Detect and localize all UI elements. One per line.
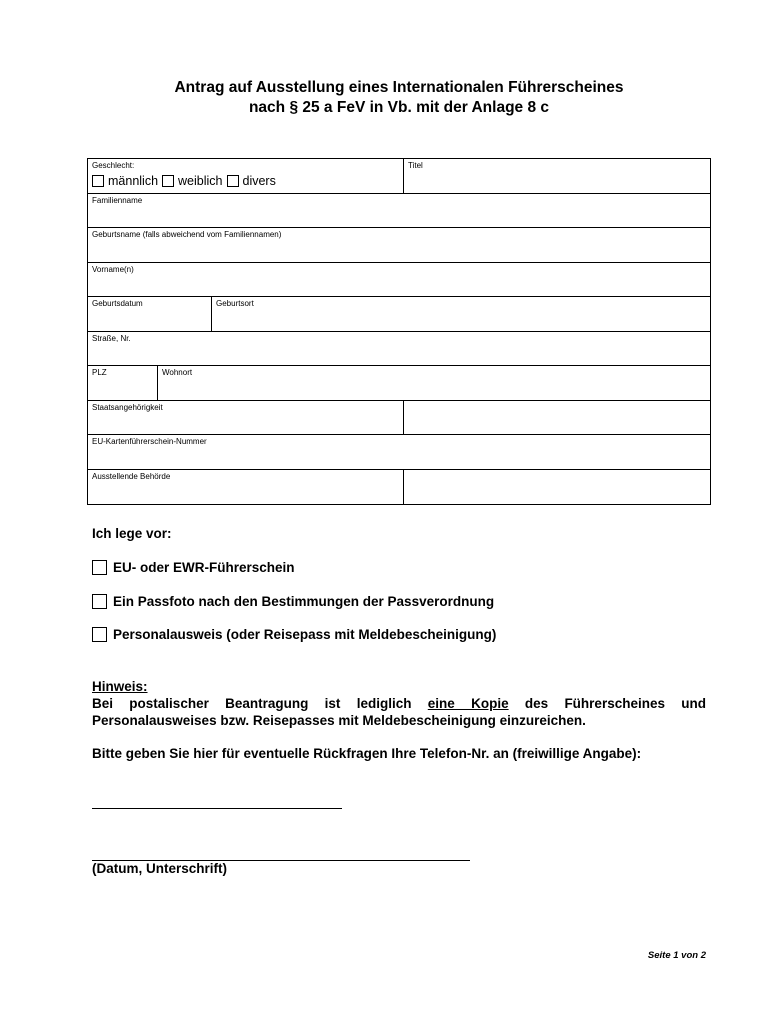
title-line-2: nach § 25 a FeV in Vb. mit der Anlage 8 c xyxy=(248,99,550,116)
birthplace-field[interactable] xyxy=(211,297,710,331)
birthname-label: Geburtsname (falls abweichend vom Familiennamen) xyxy=(92,230,282,239)
authority-label: Ausstellende Behörde xyxy=(92,471,171,481)
row-address xyxy=(88,366,710,401)
row-surname xyxy=(88,194,710,229)
document-item-label: Personalausweis (oder Reisepass mit Meldebescheinigung) xyxy=(113,627,497,642)
nationality-extra-field[interactable] xyxy=(403,401,710,435)
checkbox-id[interactable] xyxy=(92,627,107,642)
authority-extra-field[interactable] xyxy=(403,470,710,505)
phone-request: Bitte geben Sie hier für eventuelle Rückfragen Ihre Telefon-Nr. an (freiwillige Angabe): xyxy=(92,746,642,761)
document-title xyxy=(0,78,770,118)
birthname-field[interactable] xyxy=(88,228,710,262)
eu-license-field[interactable] xyxy=(88,435,710,469)
row-authority xyxy=(88,470,710,505)
gender-option-male[interactable]: männlich xyxy=(92,174,158,188)
hint-underlined: eine Kopie xyxy=(427,696,509,711)
title-field[interactable] xyxy=(403,159,710,193)
firstname-label: Vorname(n) xyxy=(92,264,134,274)
hint-text: Bei postalischer Beantragung ist lediglich eine Kopie des Führerscheines und Personalausweises bzw. Reisepasses mit Meldebescheinigung einzureichen. xyxy=(92,696,707,728)
street-label: Straße, Nr. xyxy=(92,333,131,343)
checkbox-diverse[interactable] xyxy=(227,175,239,187)
document-item-license[interactable] xyxy=(92,560,295,575)
gender-options xyxy=(92,174,280,188)
nationality-label: Staatsangehörigkeit xyxy=(92,402,163,412)
application-form-table xyxy=(87,158,711,505)
signature-label: (Datum, Unterschrift) xyxy=(92,861,228,876)
document-item-photo[interactable] xyxy=(92,594,494,609)
gender-cell xyxy=(88,159,403,193)
row-birthname xyxy=(88,228,710,263)
gender-label: Geschlecht: xyxy=(92,161,135,170)
row-birth xyxy=(88,297,710,332)
row-firstname xyxy=(88,263,710,298)
row-eu-license xyxy=(88,435,710,470)
phone-line[interactable] xyxy=(92,808,342,809)
firstname-field[interactable] xyxy=(88,263,710,297)
city-field[interactable] xyxy=(157,366,710,400)
document-item-label: EU- oder EWR-Führerschein xyxy=(113,560,295,575)
surname-label: Familienname xyxy=(92,195,143,205)
birthplace-label: Geburtsort xyxy=(216,299,254,308)
checkbox-male[interactable] xyxy=(92,175,104,187)
city-label: Wohnort xyxy=(162,368,193,377)
hint-block xyxy=(92,678,706,729)
document-item-label: Ein Passfoto nach den Bestimmungen der Passverordnung xyxy=(113,594,495,609)
title-label: Titel xyxy=(408,161,423,170)
hint-title: Hinweis: xyxy=(92,679,148,694)
row-street xyxy=(88,332,710,367)
surname-field[interactable] xyxy=(88,194,710,228)
birthdate-field[interactable] xyxy=(88,297,211,331)
title-line-1: Antrag auf Ausstellung eines Internationalen Führerscheines xyxy=(174,79,624,96)
checkbox-photo[interactable] xyxy=(92,594,107,609)
documents-heading: Ich lege vor: xyxy=(92,526,172,541)
nationality-field[interactable] xyxy=(88,401,403,435)
checkbox-female[interactable] xyxy=(162,175,174,187)
row-nationality xyxy=(88,401,710,436)
gender-option-diverse[interactable]: divers xyxy=(227,174,276,188)
document-item-id[interactable] xyxy=(92,627,496,642)
checkbox-license[interactable] xyxy=(92,560,107,575)
zip-field[interactable] xyxy=(88,366,157,400)
page-number: Seite 1 von 2 xyxy=(647,950,706,961)
row-gender-title xyxy=(88,159,710,194)
zip-label: PLZ xyxy=(92,368,107,377)
street-field[interactable] xyxy=(88,332,710,366)
birthdate-label: Geburtsdatum xyxy=(92,299,143,308)
gender-option-female[interactable]: weiblich xyxy=(162,174,222,188)
authority-field[interactable] xyxy=(88,470,403,505)
eu-license-label: EU-Kartenführerschein-Nummer xyxy=(92,437,207,446)
